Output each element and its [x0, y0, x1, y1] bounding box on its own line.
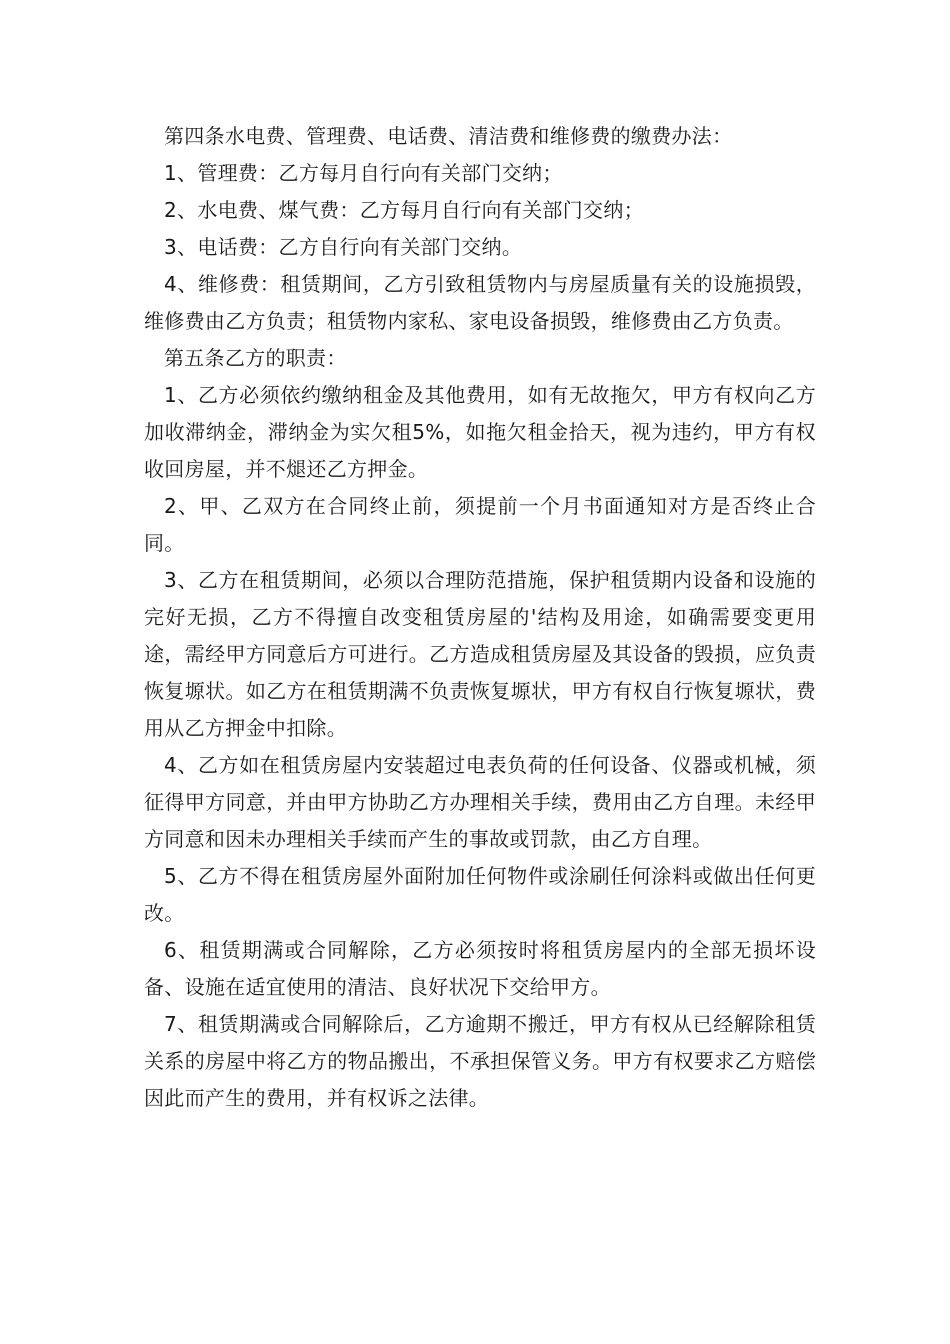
paragraph-management-fee: 1、管理费：乙方每月自行向有关部门交纳；	[164, 161, 563, 185]
paragraph-utilities-fee: 2、水电费、煤气费：乙方每月自行向有关部门交纳；	[164, 198, 644, 222]
section-heading-article-4: 第四条水电费、管理费、电话费、清洁费和维修费的缴费办法：	[164, 124, 733, 148]
paragraph-duty-1: 1、乙方必须依约缴纳租金及其他费用，如有无故拖欠，甲方有权向乙方加收滞纳金，滞纳金为实欠租5%，如拖欠租金拾天，视为违约，甲方有权收回房屋，并不煺还乙方押金。	[144, 383, 816, 481]
paragraph-duty-2: 2、甲、乙双方在合同终止前，须提前一个月书面通知对方是否终止合同。	[144, 494, 816, 555]
paragraph-duty-4: 4、乙方如在租赁房屋内安装超过电表负荷的任何设备、仪器或机械，须征得甲方同意，并由甲方协助乙方办理相关手续，费用由乙方自理。未经甲方同意和因未办理相关手续而产生的事故或罚款，由乙方自理。	[144, 753, 816, 851]
paragraph-duty-3: 3、乙方在租赁期间，必须以合理防范措施，保护租赁期内设备和设施的完好无损，乙方不得擅自改变租赁房屋的'结构及用途，如确需要变更用途，需经甲方同意后方可进行。乙方造成租赁房屋及其设备的毁损，应负责恢复塬状。如乙方在租赁期满不负责恢复塬状，甲方有权自行恢复塬状，费用从乙方押金中扣除。	[144, 568, 816, 740]
paragraph-repair-fee: 4、维修费：租赁期间，乙方引致租赁物内与房屋质量有关的设施损毁，维修费由乙方负责；租赁物内家私、家电设备损毁，维修费由乙方负责。	[144, 272, 816, 333]
paragraph-duty-5: 5、乙方不得在租赁房屋外面附加任何物件或涂刷任何涂料或做出任何更改。	[144, 864, 816, 925]
paragraph-phone-fee: 3、电话费：乙方自行向有关部门交纳。	[164, 235, 523, 259]
paragraph-duty-7: 7、租赁期满或合同解除后，乙方逾期不搬迁，甲方有权从已经解除租赁关系的房屋中将乙方的物品搬出，不承担保管义务。甲方有权要求乙方赔偿因此而产生的费用，并有权诉之法律。	[144, 1012, 816, 1110]
section-heading-article-5: 第五条乙方的职责：	[164, 346, 347, 370]
paragraph-duty-6: 6、租赁期满或合同解除，乙方必须按时将租赁房屋内的全部无损坏设备、设施在适宜使用的清洁、良好状况下交给甲方。	[144, 938, 816, 999]
document-body	[144, 118, 816, 1117]
